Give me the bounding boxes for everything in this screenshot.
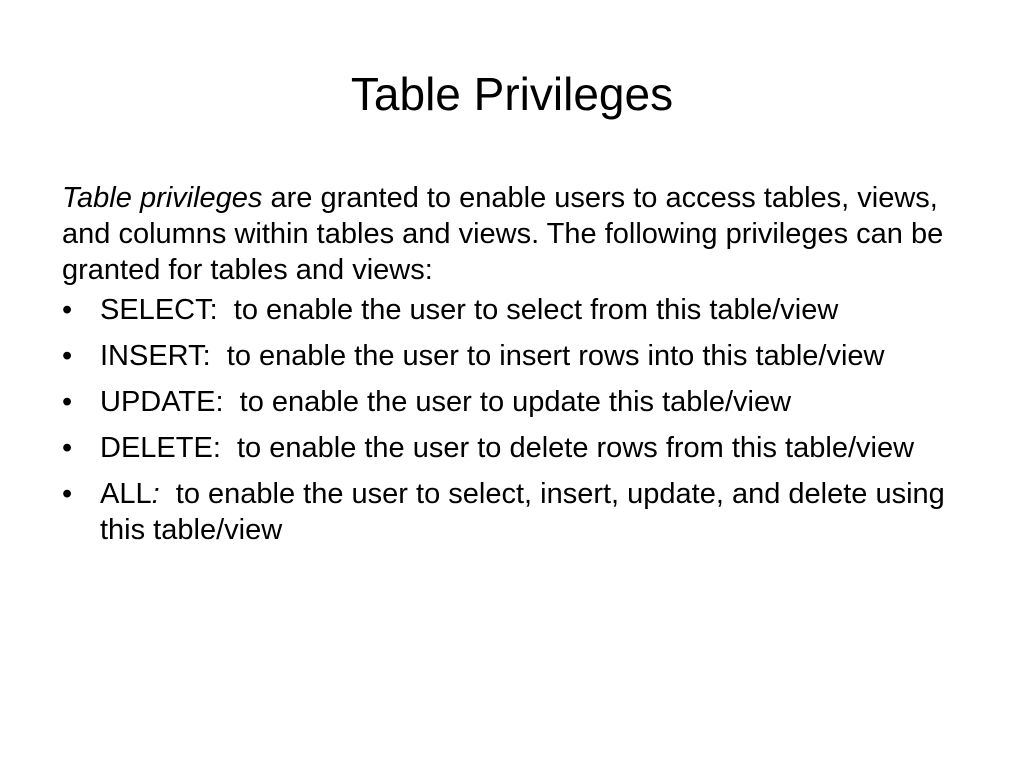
privilege-description: to enable the user to update this table/view (223, 386, 792, 418)
bullet-icon: • (62, 432, 73, 464)
list-item-update (62, 384, 952, 420)
slide-title: Table Privileges (350, 68, 674, 120)
privilege-term: INSERT: (100, 340, 211, 372)
list-item-insert (62, 338, 952, 374)
bullet-icon: • (62, 340, 73, 372)
privilege-description: to enable the user to select from this table/view (217, 294, 839, 326)
privilege-term: ALL (100, 478, 152, 510)
privilege-list (62, 292, 952, 548)
privilege-term: DELETE: (100, 432, 221, 464)
bullet-icon: • (62, 386, 73, 418)
bullet-icon: • (62, 294, 73, 326)
intro-emphasis: Table privileges (62, 182, 263, 214)
intro-text: are granted to enable users to access tables, views, and columns within tables and views. The following privileges can be granted for tables and views: (62, 182, 944, 286)
bullet-icon: • (62, 478, 73, 510)
privilege-description: to enable the user to delete rows from this table/view (220, 432, 915, 464)
privilege-term: SELECT: (100, 294, 218, 326)
list-item-select (62, 292, 952, 328)
privilege-term-colon: : (151, 478, 160, 510)
list-item-delete (62, 430, 952, 466)
privilege-description: to enable the user to select, insert, update, and delete using this table/view (100, 478, 953, 546)
slide-body (62, 180, 952, 558)
privilege-description: to enable the user to insert rows into this table/view (210, 340, 885, 372)
intro-paragraph (62, 180, 952, 288)
privilege-term: UPDATE: (100, 386, 224, 418)
list-item-all (62, 476, 952, 548)
